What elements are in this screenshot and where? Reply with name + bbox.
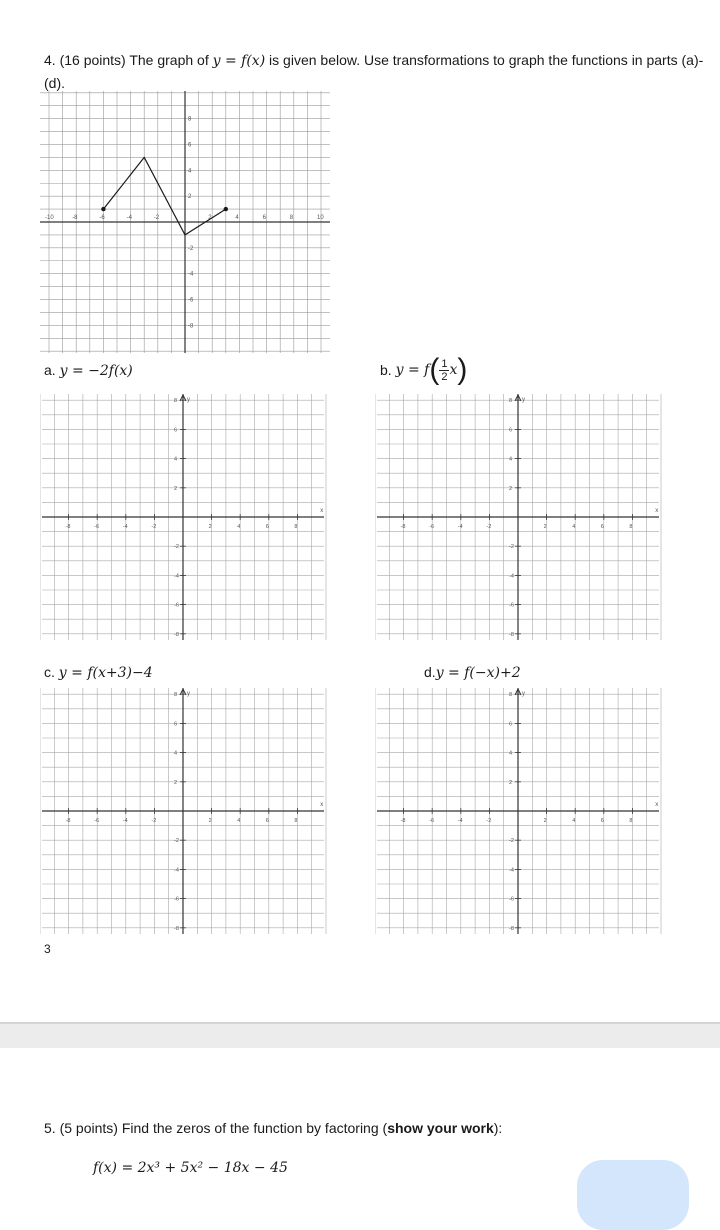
x-axis-label: x bbox=[320, 508, 324, 514]
x-tick-label: 4 bbox=[572, 524, 576, 530]
x-tick-label: 2 bbox=[208, 524, 212, 530]
x-tick-label: 8 bbox=[294, 818, 298, 824]
y-tick-label: -8 bbox=[509, 925, 514, 932]
part-a-label: a. y = −2f(x) bbox=[44, 362, 133, 379]
y-tick-label: -6 bbox=[174, 602, 179, 609]
x-tick-label: 6 bbox=[262, 215, 266, 221]
polynomial-expression: f(x) = 2x³ + 5x² − 18x − 45 bbox=[93, 1160, 288, 1176]
y-tick-label: 2 bbox=[174, 485, 178, 492]
x-tick-label: -6 bbox=[429, 524, 435, 530]
x-tick-label: -2 bbox=[486, 818, 492, 824]
y-tick-label: 4 bbox=[174, 456, 178, 463]
y-axis-label: y bbox=[522, 397, 525, 403]
x-tick-label: 8 bbox=[629, 818, 633, 824]
x-tick-label: -4 bbox=[122, 524, 128, 530]
y-tick-label: -2 bbox=[509, 838, 514, 845]
y-axis-label: y bbox=[187, 397, 190, 403]
part-c-empty-grid[interactable] bbox=[40, 686, 330, 938]
x-tick-label: -2 bbox=[153, 215, 160, 221]
y-tick-label: 4 bbox=[188, 168, 192, 175]
x-tick-label: 4 bbox=[235, 215, 239, 221]
y-tick-label: 2 bbox=[188, 194, 192, 201]
y-axis-label: y bbox=[187, 691, 190, 697]
y-tick-label: 8 bbox=[509, 398, 513, 405]
x-tick-label: -6 bbox=[94, 524, 100, 530]
x-tick-label: 2 bbox=[543, 818, 547, 824]
y-tick-label: -8 bbox=[174, 925, 179, 932]
question-4-prompt: 4. (16 points) The graph of y = f(x) is given below. Use transformations to graph the functions in parts (a)-(d). bbox=[44, 52, 704, 91]
x-tick-label: -2 bbox=[151, 524, 157, 530]
x-axis-label: x bbox=[320, 802, 324, 808]
y-tick-label: 2 bbox=[509, 485, 513, 492]
x-tick-label: 6 bbox=[600, 818, 604, 824]
endpoint-marker bbox=[224, 207, 228, 211]
x-tick-label: -8 bbox=[65, 818, 71, 824]
x-tick-label: -4 bbox=[122, 818, 128, 824]
x-tick-label: -2 bbox=[151, 818, 157, 824]
y-tick-label: -8 bbox=[509, 631, 514, 638]
y-tick-label: -8 bbox=[188, 323, 194, 330]
y-tick-label: 4 bbox=[509, 456, 513, 463]
part-c-label: c. y = f(x+3)−4 bbox=[44, 664, 153, 681]
x-tick-label: 6 bbox=[600, 524, 604, 530]
y-tick-label: 2 bbox=[174, 779, 178, 786]
x-tick-label: -8 bbox=[65, 524, 71, 530]
part-a-empty-grid[interactable] bbox=[40, 392, 330, 644]
y-tick-label: 6 bbox=[509, 427, 513, 434]
x-tick-label: -2 bbox=[486, 524, 492, 530]
y-axis-label: y bbox=[522, 691, 525, 697]
function-notation: y = f(x) bbox=[212, 53, 266, 69]
y-tick-label: 4 bbox=[509, 750, 513, 757]
x-tick-label: 2 bbox=[208, 215, 212, 221]
endpoint-marker bbox=[101, 207, 105, 211]
part-b-empty-grid[interactable] bbox=[375, 392, 665, 644]
y-tick-label: -6 bbox=[509, 602, 514, 609]
part-d-empty-grid[interactable] bbox=[375, 686, 665, 938]
y-tick-label: 8 bbox=[174, 398, 178, 405]
x-tick-label: -6 bbox=[429, 818, 435, 824]
y-tick-label: 6 bbox=[174, 427, 178, 434]
x-tick-label: -4 bbox=[126, 215, 132, 221]
x-tick-label: -8 bbox=[400, 818, 406, 824]
part-d-label: d.y = f(−x)+2 bbox=[424, 664, 521, 681]
x-tick-label: 6 bbox=[265, 524, 269, 530]
y-tick-label: 8 bbox=[188, 116, 192, 123]
x-tick-label: -6 bbox=[94, 818, 100, 824]
x-tick-label: 4 bbox=[572, 818, 576, 824]
x-tick-label: -8 bbox=[400, 524, 406, 530]
x-tick-label: 10 bbox=[317, 215, 324, 221]
x-tick-label: 8 bbox=[629, 524, 633, 530]
page-separator bbox=[0, 1022, 720, 1048]
y-tick-label: -2 bbox=[509, 544, 514, 551]
y-tick-label: -2 bbox=[174, 838, 179, 845]
x-axis-label: x bbox=[655, 508, 659, 514]
y-tick-label: -2 bbox=[188, 245, 194, 252]
x-tick-label: 6 bbox=[265, 818, 269, 824]
x-tick-label: 8 bbox=[289, 215, 294, 221]
y-tick-label: -6 bbox=[188, 297, 194, 304]
x-tick-label: -4 bbox=[457, 818, 463, 824]
question-5-prompt: 5. (5 points) Find the zeros of the function by factoring (show your work): bbox=[44, 1120, 503, 1136]
y-tick-label: 8 bbox=[509, 692, 513, 699]
y-tick-label: -6 bbox=[509, 896, 514, 903]
x-tick-label: 2 bbox=[208, 818, 212, 824]
y-tick-label: -4 bbox=[188, 271, 194, 278]
x-axis-label: x bbox=[655, 802, 659, 808]
y-tick-label: -4 bbox=[174, 867, 179, 874]
y-tick-label: 6 bbox=[174, 721, 178, 728]
y-tick-label: 2 bbox=[509, 779, 513, 786]
x-tick-label: -4 bbox=[457, 524, 463, 530]
part-b-label: b. y = f ( 1 2 x ) bbox=[380, 353, 468, 386]
page-number: 3 bbox=[44, 942, 51, 956]
y-tick-label: -4 bbox=[509, 867, 514, 874]
x-tick-label: -10 bbox=[45, 215, 54, 221]
y-tick-label: -4 bbox=[509, 573, 514, 580]
y-tick-label: -8 bbox=[174, 631, 179, 638]
y-tick-label: 6 bbox=[188, 142, 192, 149]
given-function-graph bbox=[40, 91, 330, 353]
x-tick-label: -6 bbox=[99, 215, 105, 221]
y-tick-label: -4 bbox=[174, 573, 179, 580]
y-tick-label: 8 bbox=[174, 692, 178, 699]
x-tick-label: 2 bbox=[543, 524, 547, 530]
x-tick-label: 4 bbox=[237, 818, 241, 824]
y-tick-label: -2 bbox=[174, 544, 179, 551]
x-tick-label: 8 bbox=[294, 524, 298, 530]
x-tick-label: 4 bbox=[237, 524, 241, 530]
floating-action-button[interactable] bbox=[577, 1160, 689, 1230]
y-tick-label: 6 bbox=[509, 721, 513, 728]
y-tick-label: 4 bbox=[174, 750, 178, 757]
x-tick-label: -8 bbox=[72, 215, 78, 221]
y-tick-label: -6 bbox=[174, 896, 179, 903]
